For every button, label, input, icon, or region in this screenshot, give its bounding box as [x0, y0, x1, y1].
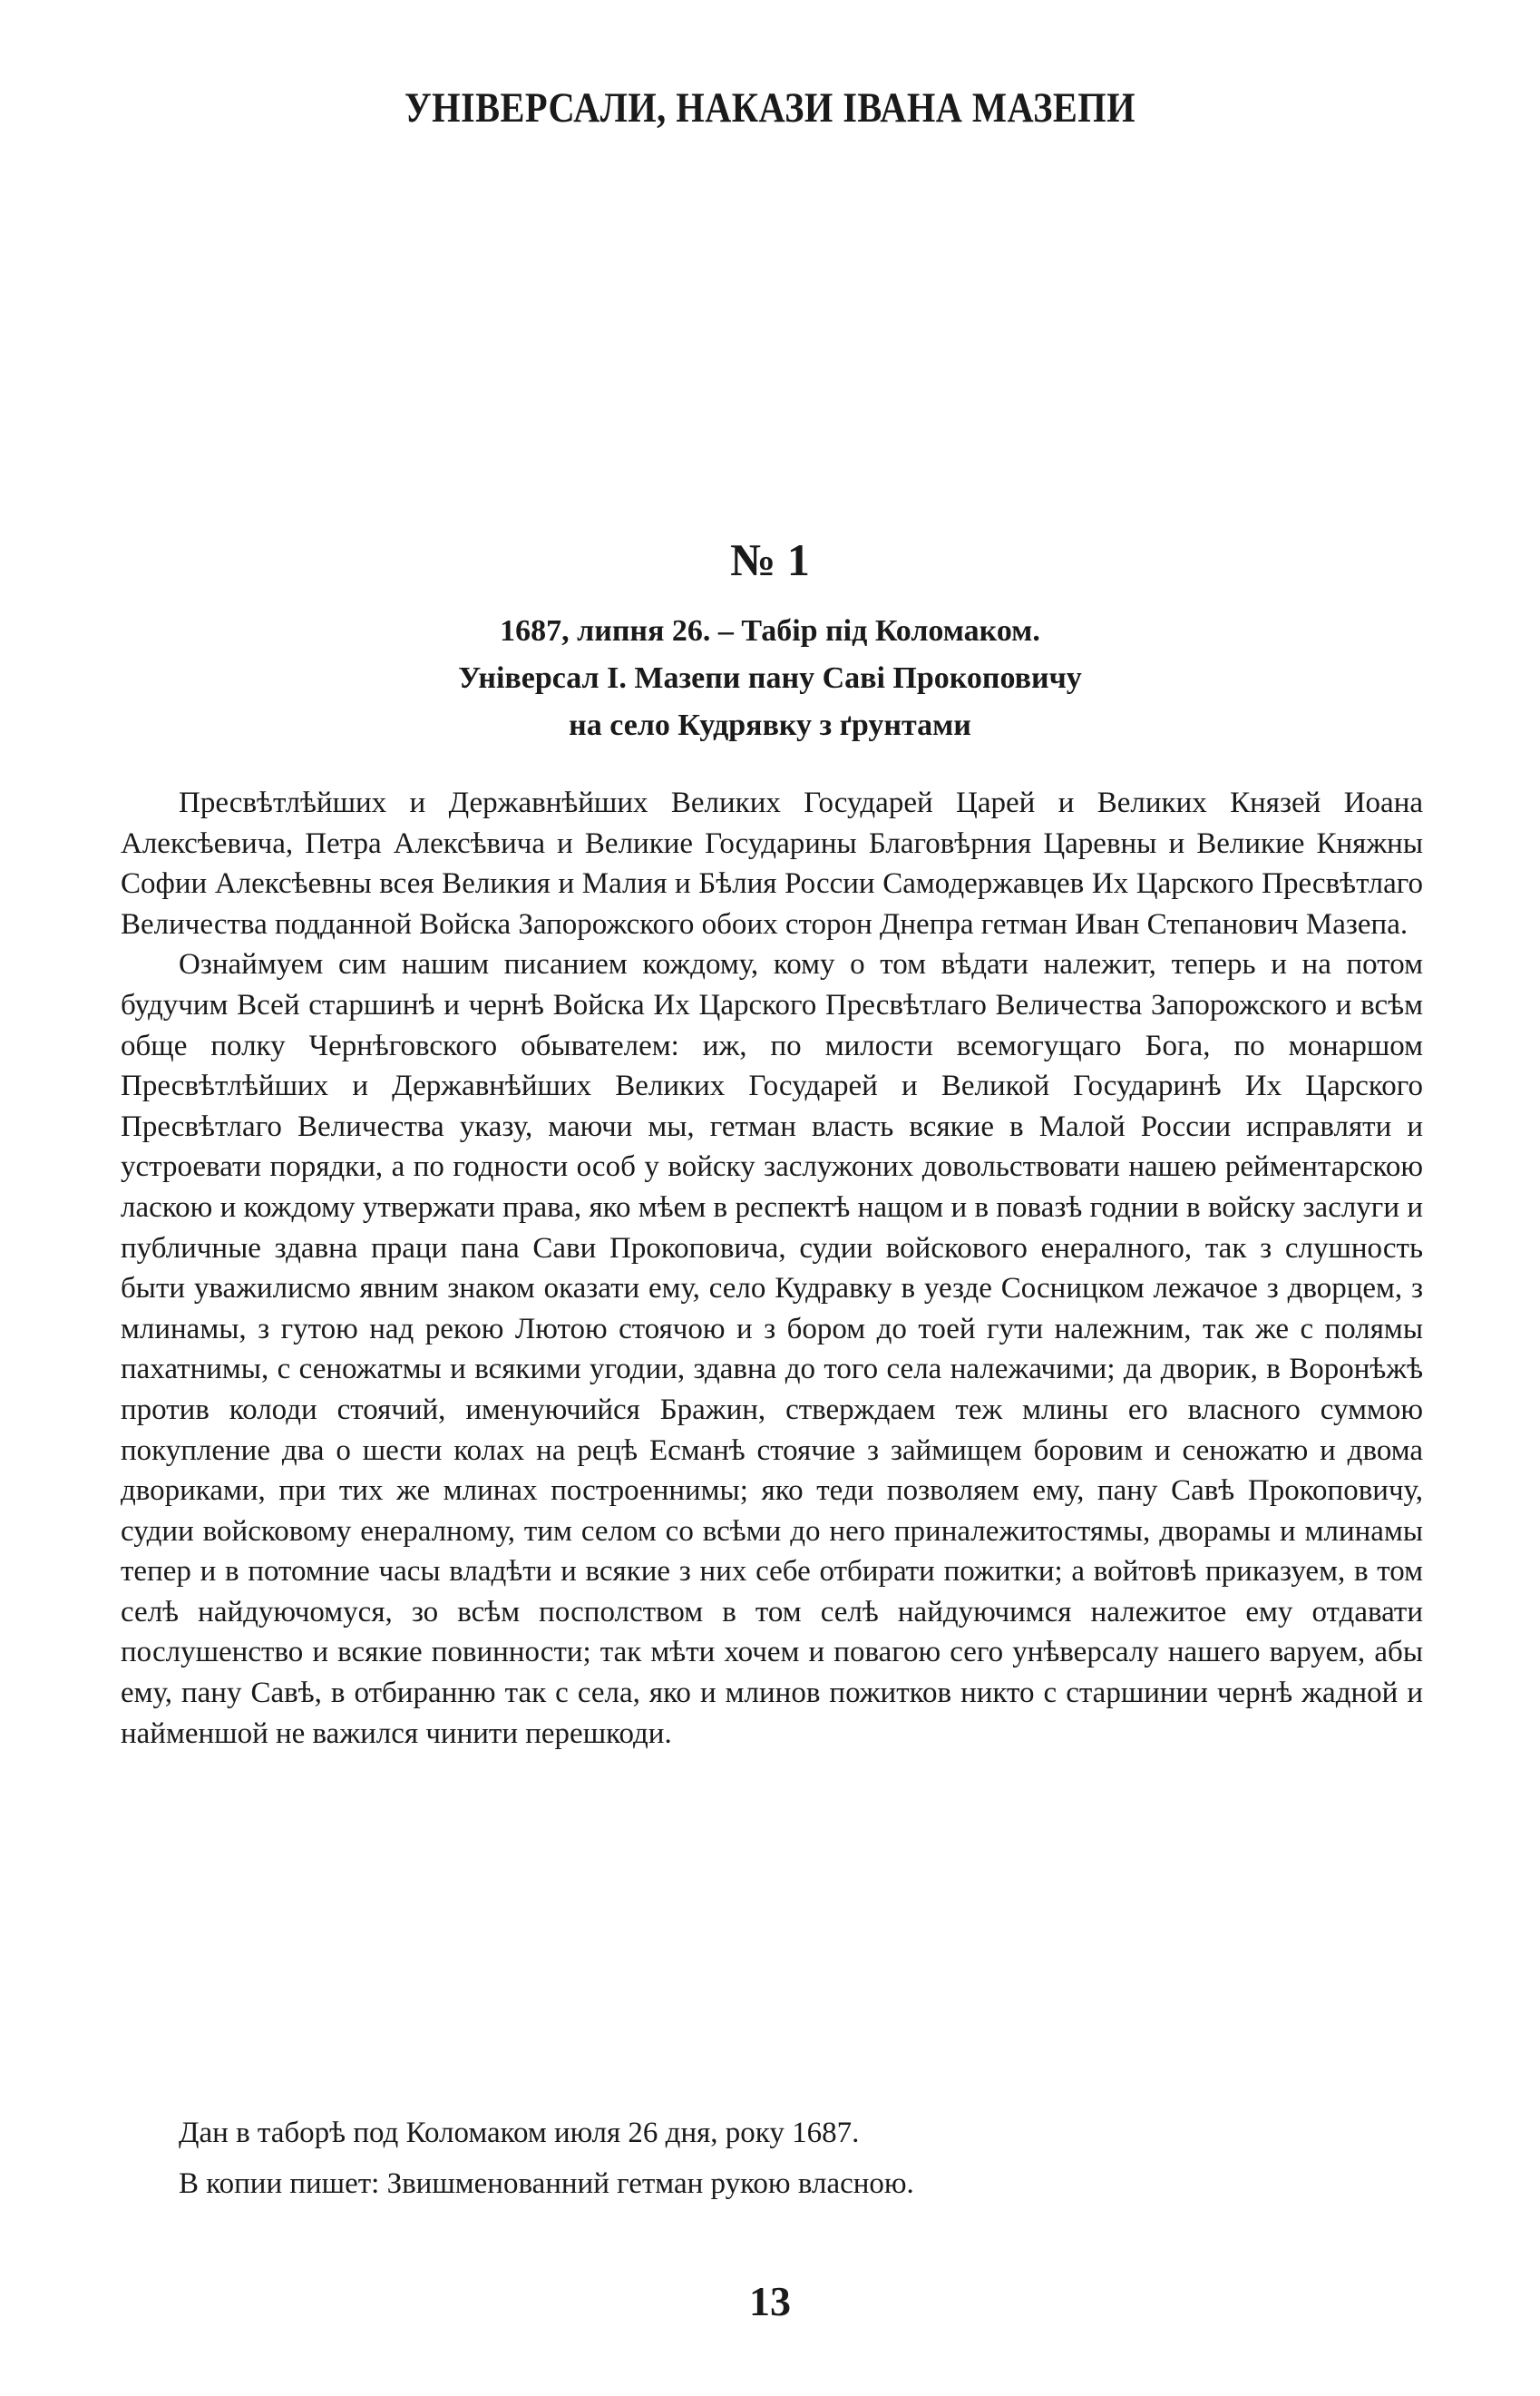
heading-line-date-place: 1687, липня 26. – Табір під Коломаком. [500, 614, 1040, 648]
document-closing [121, 2108, 1423, 2209]
heading-line-subject: на село Кудрявку з ґрунтами [569, 709, 971, 742]
closing-dated: Дан в таборѣ под Коломаком июля 26 дня, року 1687. [179, 2117, 860, 2149]
page-number: 13 [749, 2278, 791, 2324]
document-heading [200, 608, 1340, 749]
document-body [121, 783, 1423, 1754]
paragraph-intitulatio: Пресвѣтлѣйших и Державнѣйших Великих Государей Царей и Великих Князей Иоана Алексѣевича, Петра Алексѣвича и Великие Государины Благовѣрния Царевны и Великие Княжны Софии Алексѣевны всея Великия и Малия и Бѣлия России Самодержавцев Их Царского Пресвѣтлаго Величества подданной Войска Запорожского обоих сторон Днепра гетман Иван Степанович Мазепа. [121, 787, 1423, 941]
running-title: УНІВЕРСАЛИ, НАКАЗИ ІВАНА МАЗЕПИ [404, 84, 1136, 132]
closing-copy-note: В копии пишет: Звишменованний гетман рукою власною. [179, 2167, 914, 2200]
heading-line-title: Універсал І. Мазепи пану Саві Прокоповичу [458, 661, 1082, 695]
paragraph-main-text: Ознаймуем сим нашим писанием кождому, кому о том вѣдати належит, теперь и на потом будучим Всей старшинѣ и чернѣ Войска Их Царского Пресвѣтлаго Величества Запорожского и всѣм обще полку Чернѣговского обывателем: иж, по милости всемогущаго Бога, по монаршом Пресвѣтлѣйших и Державнѣйших Великих Государей и Великой Государинѣ Их Царского Пресвѣтлаго Величества указу, маючи мы, гетман власть всякие в Малой России исправляти и устроевати порядки, а по годности особ у войску заслужоних довольствовати нашею рейментарскою ласкою и кождому утвержати права, яко мѣем в респектѣ нащом и в повазѣ годнии в войску заслуги и публичные здавна праци пана Сави Прокоповича, судии войскового енералного, так з слушность быти уважилисмо явним знаком оказати ему, село Кудравку в уезде Сосницком лежачое з дворцем, з млинамы, з гутою над рекою Лютою стоячою и з бором до тоей гути належним, так же с полямы пахатнимы, с сеножатмы и всякими угодии, здавна до того села належачими; да дворик, в Воронѣжѣ против колоди стоячий, именуючийся Бражин, стверждаем теж млины его власного суммою покупление два о шести колах на рецѣ Есманѣ стоячие з займищем боровим и сеножатю и двома двориками, при тих же млинах построеннимы; яко теди позволяем ему, пану Савѣ Прокоповичу, судии войсковому енералному, тим селом со всѣми до него приналежитостямы, дворамы и млинамы тепер и в потомние часы владѣти и всякие з них себе отбирати пожитки; а войтовѣ приказуем, в том селѣ найдуючомуся, зо всѣм посполством в том селѣ найдуючимся належитое ему отдавати послушенство и всякие повинности; так мѣти хочем и повагою сего унѣверсалу нашего варуем, абы ему, пану Савѣ, в отбиранню так с села, яко и млинов пожитков никто с старшинии чернѣ жадной и найменшой не важился чинити перешкоди. [121, 948, 1423, 1750]
document-number: № 1 [730, 534, 810, 585]
